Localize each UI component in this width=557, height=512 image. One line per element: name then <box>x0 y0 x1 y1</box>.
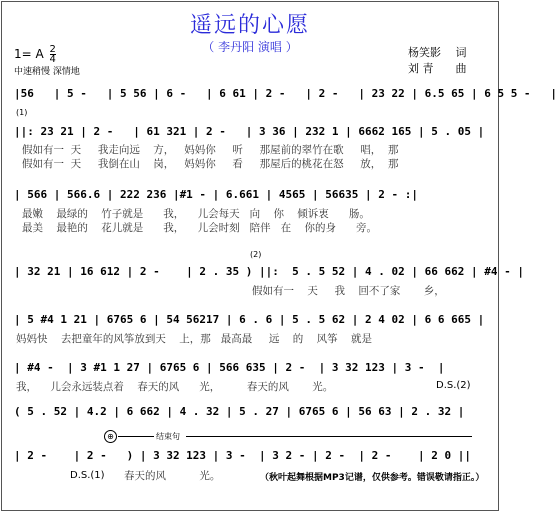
key-signature <box>14 45 56 64</box>
lyricist-credit <box>408 44 467 60</box>
lyricist-role: 词 <box>455 46 467 59</box>
score-row-2: ||: 23 21 | 2 - | 61 321 | 2 - | 3 36 | 232 1 | 6662 165 | 5 . 05 | <box>14 125 485 138</box>
lyricist-name: 杨笑影 <box>408 46 441 59</box>
lyric-line-1b: 假如有一 天 我倒在山 岗， 妈妈你 看 那屋后的桃花在怒 放， 那 <box>22 158 399 170</box>
verse-mark-1: (1) <box>16 108 28 117</box>
ds1-marker: D.S.(1) <box>70 470 105 481</box>
time-signature <box>50 45 56 64</box>
key-label: 1= A <box>14 47 44 61</box>
song-title: 遥远的心愿 <box>189 13 310 38</box>
time-num: 2 <box>49 44 56 55</box>
time-den: 4 <box>49 54 56 65</box>
score-row-5: | 5 #4 1 21 | 6765 6 | 54 56217 | 6 . 6 | 5 . 5 62 | 2 4 02 | 6 6 665 | <box>14 313 485 326</box>
lyric-line-6: 春天的风 光。 <box>124 470 221 482</box>
tempo-marking: 中速稍慢 深情地 <box>14 67 80 77</box>
lyric-line-3: 假如有一 天 我 回不了家 乡， <box>252 285 445 297</box>
lyric-line-2a: 最嫩 最绿的 竹子就是 我， 儿会每天 向 你 倾诉衷 肠。 <box>22 208 370 220</box>
lyric-line-5: 我， 儿会永远装点着 春天的风 光， 春天的风 光。 <box>16 381 334 393</box>
ending-label: 结束句 <box>156 432 180 441</box>
composer-role: 曲 <box>455 62 467 75</box>
score-row-6: | #4 - | 3 #1 1 27 | 6765 6 | 566 635 | 2 - | 3 32 123 | 3 - | <box>14 361 445 374</box>
coda-line-left <box>118 436 154 437</box>
score-row-4: | 32 21 | 16 612 | 2 - | 2 . 35 ) ||: 5 . 5 52 | 4 . 02 | 66 662 | #4 - | <box>14 265 524 278</box>
lyric-line-2b: 最美 最艳的 花儿就是 我， 儿会时刻 陪伴 在 你的身 旁。 <box>22 222 377 234</box>
transcription-note: （秋叶起舞根据MP3记谱，仅供参考。错误敬请指正。） <box>260 473 485 483</box>
score-row-8: | 2 - | 2 - ) | 3 32 123 | 3 - | 3 2 - | 2 - | 2 - | 2 0 || <box>14 449 471 462</box>
verse-mark-2: (2) <box>250 250 262 259</box>
coda-line-right <box>186 436 472 437</box>
score-row-7: ( 5 . 52 | 4.2 | 6 662 | 4 . 32 | 5 . 27 | 6765 6 | 56 63 | 2 . 32 | <box>14 405 465 418</box>
composer-credit <box>408 60 467 76</box>
score-row-1: |56 | 5 - | 5 56 | 6 - | 6 61 | 2 - | 2 - | 23 22 | 6.5 65 | 6 5 5 - | <box>14 87 557 100</box>
score-row-3: | 566 | 566.6 | 222 236 |#1 - | 6.661 | 4565 | 56635 | 2 - :| <box>14 188 418 201</box>
lyric-line-4: 妈妈快 去把童年的风筝放到天 上，那 最高最 远 的 风筝 就是 <box>16 333 372 345</box>
singer-line: （ 李丹阳 演唱 ） <box>202 40 298 54</box>
composer-name: 刘 青 <box>408 62 434 75</box>
lyric-line-1a: 假如有一 天 我走向远 方， 妈妈你 听 那屋前的翠竹在歌 唱， 那 <box>22 144 399 156</box>
coda-icon: ⊕ <box>104 430 117 443</box>
ds2-marker: D.S.(2) <box>436 380 471 391</box>
